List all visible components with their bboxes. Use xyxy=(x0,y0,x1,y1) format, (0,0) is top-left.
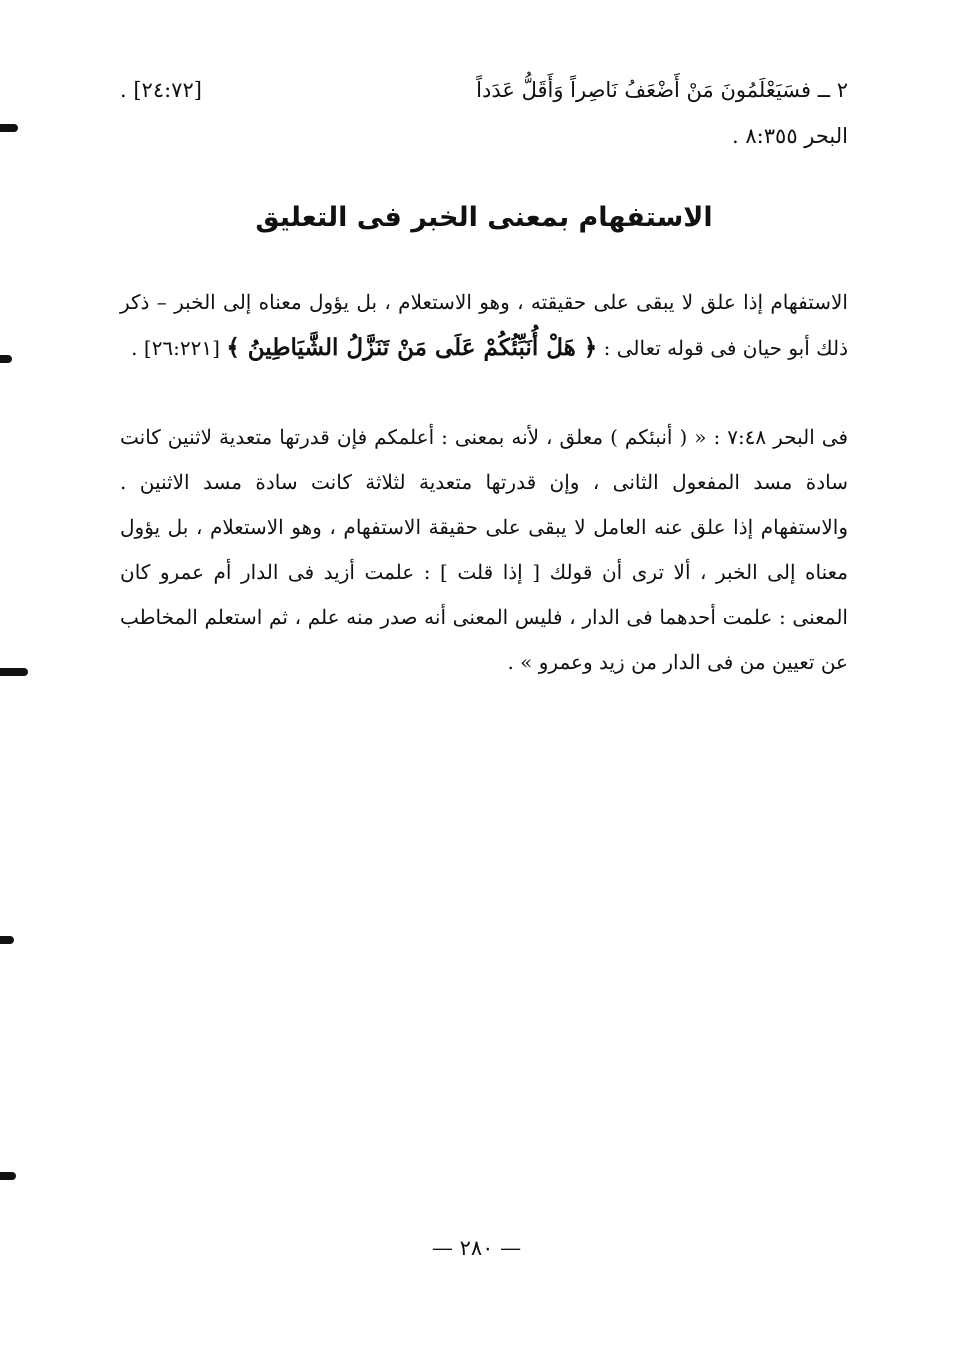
scan-edge-mark xyxy=(0,1172,16,1180)
footnote-source: البحر ٨:٣٥٥ . xyxy=(732,124,848,148)
footnote-line xyxy=(120,74,848,106)
paragraph-1-text: الاستفهام إذا علق لا يبقى على حقيقته ، وهو الاستعلام ، بل يؤول معناه إلى الخبر – ذكر ذلك أبو حيان فى قوله تعالى : xyxy=(120,290,848,360)
paragraph-2: فى البحر ٧:٤٨ : « ( أنبئكم ) معلق ، لأنه بمعنى : أعلمكم فإن قدرتها متعدية لاثنين كانت سادة مسد المفعول الثانى ، وإن قدرتها متعدية لثلاثة كانت سادة مسد الاثنين . والاستفهام إذا علق عنه العامل لا يبقى على حقيقة الاستفهام ، وهو الاستعلام ، بل يؤول معناه إلى الخبر ، ألا ترى أن قولك [ إذا قلت ] : علمت أزيد فى الدار أم عمرو كان المعنى : علمت أحدهما فى الدار ، فليس المعنى أنه صدر منه علم ، ثم استعلم المخاطب عن تعيين من فى الدار من زيد وعمرو » . xyxy=(120,425,849,674)
scan-edge-mark xyxy=(0,355,12,363)
verse-reference: [٢٦:٢٢١] . xyxy=(131,336,220,360)
section-heading: الاستفهام بمعنى الخبر فى التعليق xyxy=(255,202,713,233)
page-number: — ٢٨٠ — xyxy=(431,1236,522,1260)
footnote-verse: ٢ ــ فسَيَعْلَمُونَ مَنْ أَضْعَفُ نَاصِراً وَأَقَلُّ عَدَداً xyxy=(476,78,848,102)
scan-edge-mark xyxy=(0,668,28,676)
scan-edge-mark xyxy=(0,936,14,944)
footnote-reference: [٢٤:٧٢] . xyxy=(120,78,202,102)
scan-edge-mark xyxy=(0,124,18,132)
quran-verse: ﴿ هَلْ أُنَبِّئُكُمْ عَلَى مَنْ تَنَزَّلُ الشَّيَاطِينُ ﴾ xyxy=(226,334,598,361)
paragraph-1 xyxy=(120,280,848,371)
